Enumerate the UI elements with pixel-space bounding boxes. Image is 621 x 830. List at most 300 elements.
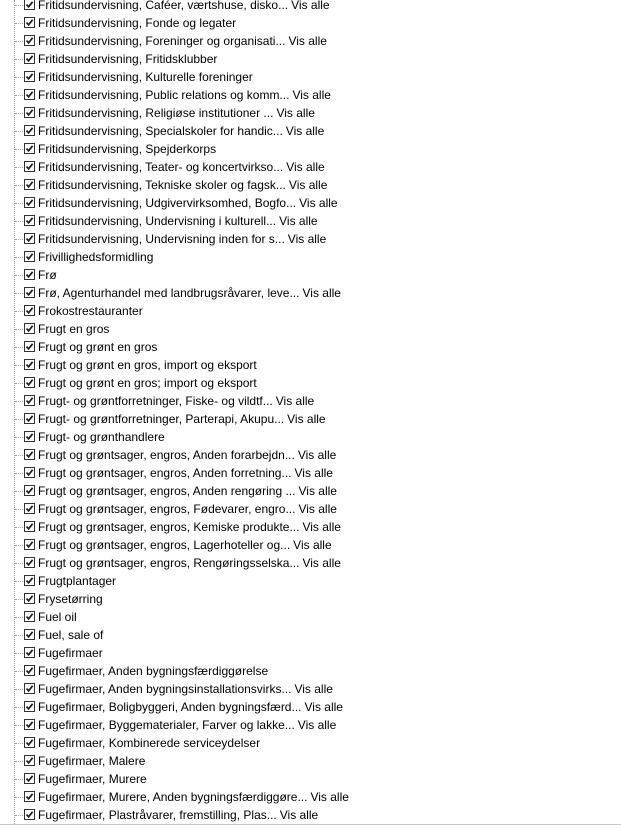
checkmark-icon (25, 504, 34, 513)
item-label-text: Frivillighedsformidling (38, 250, 154, 264)
tree-branch-connector (15, 545, 23, 546)
item-label (38, 375, 257, 391)
checkmark-icon (25, 702, 34, 711)
show-all-link[interactable]: Vis alle (288, 178, 328, 192)
item-label (38, 285, 341, 301)
tree-item[interactable] (0, 50, 621, 68)
item-label (38, 771, 147, 787)
item-label (38, 51, 217, 67)
item-checkbox[interactable] (24, 0, 35, 10)
checkmark-icon (25, 792, 34, 801)
tree-branch-connector (15, 293, 23, 294)
tree-branch-connector (15, 311, 23, 312)
item-label-text: Frugt og grønt en gros, import og eksport (38, 358, 257, 372)
item-label (38, 357, 257, 373)
tree-item[interactable] (0, 734, 621, 752)
item-checkbox[interactable] (24, 377, 35, 388)
item-label-text: Fugefirmaer, Anden bygningsinstallationsvirks... (38, 682, 292, 696)
show-all-link[interactable]: Vis alle (279, 214, 318, 228)
item-label-text: Fugefirmaer, Anden bygningsfærdiggørelse (38, 664, 269, 678)
item-checkbox[interactable] (24, 161, 35, 172)
show-all-link[interactable]: Vis alle (292, 88, 331, 102)
tree-branch-connector (15, 653, 23, 654)
item-label-text: Frugt og grønt en gros (38, 340, 158, 354)
tree-branch-connector (15, 419, 23, 420)
item-label (38, 573, 116, 589)
item-label (38, 591, 103, 607)
item-label-text: Fugefirmaer, Byggematerialer, Farver og lakke... (38, 718, 295, 732)
tree-branch-connector (15, 527, 23, 528)
tree-branch-connector (15, 671, 23, 672)
tree-item[interactable] (0, 356, 621, 374)
tree-branch-connector (15, 599, 23, 600)
item-label-text: Fritidsundervisning, Fritidsklubber (38, 52, 218, 66)
checkmark-icon (25, 162, 34, 171)
item-label (38, 87, 331, 103)
tree-item[interactable] (0, 0, 621, 14)
item-checkbox[interactable] (24, 179, 35, 190)
item-checkbox[interactable] (24, 611, 35, 622)
item-checkbox[interactable] (24, 17, 35, 28)
item-checkbox[interactable] (24, 413, 35, 424)
tree-item[interactable] (0, 338, 621, 356)
show-all-link[interactable]: Vis alle (293, 538, 332, 552)
checkmark-icon (25, 144, 34, 153)
checkmark-icon (25, 558, 34, 567)
show-all-link[interactable]: Vis alle (294, 466, 333, 480)
checkmark-icon (25, 270, 34, 279)
item-checkbox[interactable] (24, 755, 35, 766)
tree-item[interactable] (0, 320, 621, 338)
show-all-link[interactable]: Vis alle (299, 196, 338, 210)
item-checkbox[interactable] (24, 647, 35, 658)
checkmark-icon (25, 720, 34, 729)
item-label (38, 645, 103, 661)
tree-branch-connector (15, 635, 23, 636)
item-label-text: Fugefirmaer, Boligbyggeri, Anden bygningsfærd... (38, 700, 302, 714)
checkmark-icon (25, 594, 34, 603)
tree-item[interactable] (0, 536, 621, 554)
tree-branch-connector (15, 257, 23, 258)
item-checkbox[interactable] (24, 395, 35, 406)
tree-item[interactable] (0, 482, 621, 500)
item-checkbox[interactable] (24, 107, 35, 118)
item-label (38, 123, 324, 139)
item-label-text: Frugt og grøntsager, engros, Fødevarer, engro... (38, 502, 296, 516)
item-label (38, 0, 330, 13)
item-checkbox[interactable] (24, 125, 35, 136)
item-label (38, 105, 315, 121)
tree-item[interactable] (0, 572, 621, 590)
tree-item[interactable] (0, 464, 621, 482)
tree-branch-connector (15, 167, 23, 168)
item-label (38, 609, 77, 625)
item-label-text: Fugefirmaer, Kombinerede serviceydelser (38, 736, 261, 750)
show-all-link[interactable]: Vis alle (287, 232, 327, 246)
item-checkbox[interactable] (24, 629, 35, 640)
tree-branch-connector (15, 203, 23, 204)
tree-item[interactable] (0, 428, 621, 446)
item-checkbox[interactable] (24, 215, 35, 226)
item-label (38, 303, 143, 319)
tree-branch-connector (15, 329, 23, 330)
checkmark-icon (25, 630, 34, 639)
checkmark-icon (25, 180, 34, 189)
item-label-text: Frugt- og grøntforretninger, Parterapi, Akupu... (38, 412, 285, 426)
item-label-text: Frugt en gros (38, 322, 110, 336)
item-label-text: Frugt og grøntsager, engros, Lagerhoteller og... (38, 538, 291, 552)
checkmark-icon (25, 36, 34, 45)
checkmark-icon (25, 72, 34, 81)
item-label-text: Fritidsundervisning, Undervisning i kulturell... (38, 214, 277, 228)
item-label (38, 717, 336, 733)
tree-item[interactable] (0, 302, 621, 320)
tree-item[interactable] (0, 32, 621, 50)
tree-item[interactable] (0, 788, 621, 806)
item-checkbox[interactable] (24, 143, 35, 154)
checkmark-icon (25, 774, 34, 783)
tree-branch-connector (15, 437, 23, 438)
panel-bottom-border (0, 824, 621, 825)
checkmark-icon (25, 360, 34, 369)
item-checkbox[interactable] (24, 197, 35, 208)
tree-item[interactable] (0, 194, 621, 212)
tree-item[interactable] (0, 284, 621, 302)
item-checkbox[interactable] (24, 323, 35, 334)
item-label (38, 69, 253, 85)
show-all-link[interactable]: Vis alle (286, 160, 325, 174)
item-checkbox[interactable] (24, 539, 35, 550)
item-checkbox[interactable] (24, 449, 35, 460)
checkmark-icon (25, 252, 34, 261)
tree-branch-connector (15, 41, 23, 42)
item-label (38, 393, 314, 409)
show-all-link[interactable]: Vis alle (276, 106, 315, 120)
show-all-link[interactable]: Vis alle (287, 412, 326, 426)
checkmark-icon (25, 522, 34, 531)
item-label (38, 663, 268, 679)
tree-branch-connector (15, 23, 23, 24)
tree-branch-connector (15, 491, 23, 492)
tree-item[interactable] (0, 626, 621, 644)
item-label-text: Fritidsundervisning, Specialskoler for handic... (38, 124, 283, 138)
checkmark-icon (25, 738, 34, 747)
item-label-text: Frugt- og grøntforretninger, Fiske- og vildtf... (38, 394, 273, 408)
item-label-text: Frugt og grøntsager, engros, Anden forretning... (38, 466, 292, 480)
tree-branch-connector (15, 113, 23, 114)
tree-item[interactable] (0, 608, 621, 626)
tree-branch-connector (15, 221, 23, 222)
show-all-link[interactable]: Vis alle (279, 808, 319, 822)
item-checkbox[interactable] (24, 737, 35, 748)
tree-item[interactable] (0, 518, 621, 536)
item-label (38, 501, 337, 517)
item-label (38, 339, 157, 355)
item-label (38, 267, 57, 283)
show-all-link[interactable]: Vis alle (302, 520, 341, 534)
item-label-text: Fritidsundervisning, Spejderkorps (38, 142, 217, 156)
tree-item[interactable] (0, 770, 621, 788)
item-checkbox[interactable] (24, 719, 35, 730)
item-checkbox[interactable] (24, 503, 35, 514)
item-label (38, 321, 109, 337)
tree-item[interactable] (0, 752, 621, 770)
checkmark-icon (25, 216, 34, 225)
checkmark-icon (25, 378, 34, 387)
item-label (38, 411, 326, 427)
item-label (38, 555, 341, 571)
tree-branch-connector (15, 815, 23, 816)
checkmark-icon (25, 108, 34, 117)
tree-item[interactable] (0, 698, 621, 716)
item-label (38, 429, 165, 445)
checkmark-icon (25, 486, 34, 495)
tree-item[interactable] (0, 230, 621, 248)
item-label-text: Frugtplantager (38, 574, 117, 588)
show-all-link[interactable]: Vis alle (298, 484, 337, 498)
item-label (38, 807, 318, 823)
item-checkbox[interactable] (24, 575, 35, 586)
item-checkbox[interactable] (24, 701, 35, 712)
checkmark-icon (25, 450, 34, 459)
item-label (38, 519, 341, 535)
checkmark-icon (25, 18, 34, 27)
item-label (38, 753, 145, 769)
item-label (38, 465, 333, 481)
checkmark-icon (25, 198, 34, 207)
item-label-text: Fritidsundervisning, Udgivervirksomhed, Bogfo... (38, 196, 297, 210)
tree-item[interactable] (0, 446, 621, 464)
checkmark-icon (25, 432, 34, 441)
item-checkbox[interactable] (24, 287, 35, 298)
show-all-link[interactable]: Vis alle (285, 124, 325, 138)
checkmark-icon (25, 126, 34, 135)
item-checkbox[interactable] (24, 665, 35, 676)
tree-branch-connector (15, 347, 23, 348)
item-checkbox[interactable] (24, 233, 35, 244)
item-checkbox[interactable] (24, 593, 35, 604)
item-label-text: Fritidsundervisning, Tekniske skoler og fagsk... (38, 178, 286, 192)
tree-item[interactable] (0, 158, 621, 176)
item-label-text: Frugt og grøntsager, engros, Kemiske produkte... (38, 520, 300, 534)
item-checkbox[interactable] (24, 467, 35, 478)
tree-item[interactable] (0, 68, 621, 86)
tree-branch-connector (15, 743, 23, 744)
item-checkbox[interactable] (24, 53, 35, 64)
tree-branch-connector (15, 365, 23, 366)
tree-branch-connector (15, 707, 23, 708)
item-checkbox[interactable] (24, 485, 35, 496)
checkmark-icon (25, 324, 34, 333)
item-label-text: Fugefirmaer, Murere, Anden bygningsfærdiggøre... (38, 790, 308, 804)
tree-branch-connector (15, 77, 23, 78)
tree-item[interactable] (0, 410, 621, 428)
show-all-link[interactable]: Vis alle (275, 394, 315, 408)
item-checkbox[interactable] (24, 809, 35, 820)
show-all-link[interactable]: Vis alle (297, 448, 337, 462)
tree-branch-connector (15, 455, 23, 456)
checkmark-icon (25, 90, 34, 99)
item-label-text: Fritidsundervisning, Undervisning inden for s... (38, 232, 285, 246)
show-all-link[interactable]: Vis alle (294, 682, 333, 696)
item-label-text: Fritidsundervisning, Religiøse institutioner ... (38, 106, 274, 120)
item-checkbox[interactable] (24, 683, 35, 694)
item-label (38, 789, 349, 805)
tree-item[interactable] (0, 374, 621, 392)
tree-branch-connector (15, 797, 23, 798)
show-all-link[interactable]: Vis alle (297, 718, 337, 732)
item-checkbox[interactable] (24, 305, 35, 316)
item-label (38, 735, 260, 751)
item-checkbox[interactable] (24, 431, 35, 442)
tree-branch-connector (15, 149, 23, 150)
item-label-text: Fritidsundervisning, Public relations og komm... (38, 88, 290, 102)
item-label (38, 195, 338, 211)
item-label (38, 141, 216, 157)
tree-branch-connector (15, 563, 23, 564)
tree-branch-connector (15, 95, 23, 96)
checkmark-icon (25, 612, 34, 621)
tree-branch-connector (15, 5, 23, 6)
tree-item[interactable] (0, 248, 621, 266)
item-checkbox[interactable] (24, 89, 35, 100)
tree-branch-connector (15, 383, 23, 384)
item-checkbox[interactable] (24, 521, 35, 532)
tree-branch-connector (15, 725, 23, 726)
item-label (38, 699, 343, 715)
item-label-text: Frugt og grøntsager, engros, Anden forarbejdn... (38, 448, 295, 462)
item-checkbox[interactable] (24, 359, 35, 370)
item-label (38, 33, 327, 49)
checkmark-icon (25, 756, 34, 765)
tree-item[interactable] (0, 122, 621, 140)
item-label (38, 483, 337, 499)
item-label-text: Fritidsundervisning, Fonde og legater (38, 16, 237, 30)
tree-branch-connector (15, 59, 23, 60)
item-label-text: Fritidsundervisning, Teater- og koncertvirkso... (38, 160, 284, 174)
checkmark-icon (25, 810, 34, 819)
checkmark-icon (25, 342, 34, 351)
tree-branch-connector (15, 779, 23, 780)
tree-branch-connector (15, 131, 23, 132)
item-label (38, 159, 325, 175)
checkmark-icon (25, 468, 34, 477)
item-label (38, 177, 327, 193)
tree-branch-connector (15, 581, 23, 582)
show-all-link[interactable]: Vis alle (298, 502, 337, 516)
tree-branch-connector (15, 401, 23, 402)
checkmark-icon (25, 648, 34, 657)
checkmark-icon (25, 0, 34, 9)
item-label-text: Frugt og grønt en gros; import og eksport (38, 376, 257, 390)
tree-item[interactable] (0, 500, 621, 518)
item-checkbox[interactable] (24, 341, 35, 352)
tree-item[interactable] (0, 680, 621, 698)
tree-branch-connector (15, 617, 23, 618)
item-checkbox[interactable] (24, 557, 35, 568)
show-all-link[interactable]: Vis alle (304, 700, 343, 714)
item-label-text: Fugefirmaer (38, 646, 103, 660)
item-label-text: Fugefirmaer, Malere (38, 754, 146, 768)
tree-item[interactable] (0, 104, 621, 122)
tree-branch-connector (15, 509, 23, 510)
item-checkbox[interactable] (24, 251, 35, 262)
checkmark-icon (25, 540, 34, 549)
item-label (38, 537, 332, 553)
item-label (38, 249, 153, 265)
item-label-text: Fugefirmaer, Murere (38, 772, 147, 786)
tree-item[interactable] (0, 554, 621, 572)
tree-item[interactable] (0, 86, 621, 104)
tree-branch-connector (15, 689, 23, 690)
show-all-link[interactable]: Vis alle (288, 34, 327, 48)
checkmark-icon (25, 396, 34, 405)
tree-item[interactable] (0, 644, 621, 662)
item-label-text: Fuel, sale of (38, 628, 104, 642)
checkmark-icon (25, 54, 34, 63)
tree-item[interactable] (0, 662, 621, 680)
item-label-text: Fritidsundervisning, Caféer, værtshuse, disko... (38, 0, 289, 12)
item-checkbox[interactable] (24, 269, 35, 280)
item-checkbox[interactable] (24, 71, 35, 82)
tree-item[interactable] (0, 140, 621, 158)
checkmark-icon (25, 288, 34, 297)
tree-item[interactable] (0, 392, 621, 410)
item-label-text: Fuel oil (38, 610, 77, 624)
checkmark-icon (25, 234, 34, 243)
item-label (38, 447, 336, 463)
show-all-link[interactable]: Vis alle (302, 556, 341, 570)
item-label (38, 15, 236, 31)
item-checkbox[interactable] (24, 791, 35, 802)
checkmark-icon (25, 576, 34, 585)
item-label-text: Frokostrestauranter (38, 304, 143, 318)
tree-branch-connector (15, 761, 23, 762)
tree-item[interactable] (0, 590, 621, 608)
tree-branch-connector (15, 185, 23, 186)
tree-item[interactable] (0, 212, 621, 230)
item-label (38, 627, 103, 643)
item-label (38, 231, 326, 247)
checkmark-icon (25, 306, 34, 315)
show-all-link[interactable]: Vis alle (291, 0, 330, 12)
checkmark-icon (25, 666, 34, 675)
item-label-text: Frysetørring (38, 592, 103, 606)
show-all-link[interactable]: Vis alle (302, 286, 341, 300)
item-label-text: Fritidsundervisning, Foreninger og organisati... (38, 34, 286, 48)
item-label (38, 213, 318, 229)
item-label (38, 681, 333, 697)
tree-item[interactable] (0, 266, 621, 284)
checkmark-icon (25, 684, 34, 693)
item-label-text: Fugefirmaer, Plastråvarer, fremstilling, Plas... (38, 808, 277, 822)
tree-item[interactable] (0, 14, 621, 32)
item-label-text: Frugt og grøntsager, engros, Anden rengøring ... (38, 484, 296, 498)
item-label-text: Frø, Agenturhandel med landbrugsråvarer, leve... (38, 286, 300, 300)
item-label-text: Frø (38, 268, 57, 282)
tree-item[interactable] (0, 176, 621, 194)
tree-item[interactable] (0, 806, 621, 824)
item-checkbox[interactable] (24, 35, 35, 46)
item-checkbox[interactable] (24, 773, 35, 784)
checkmark-icon (25, 414, 34, 423)
tree-branch-connector (15, 275, 23, 276)
tree-branch-connector (15, 473, 23, 474)
show-all-link[interactable]: Vis alle (310, 790, 349, 804)
tree-branch-connector (15, 239, 23, 240)
tree-item[interactable] (0, 716, 621, 734)
item-label-text: Frugt- og grønthandlere (38, 430, 165, 444)
